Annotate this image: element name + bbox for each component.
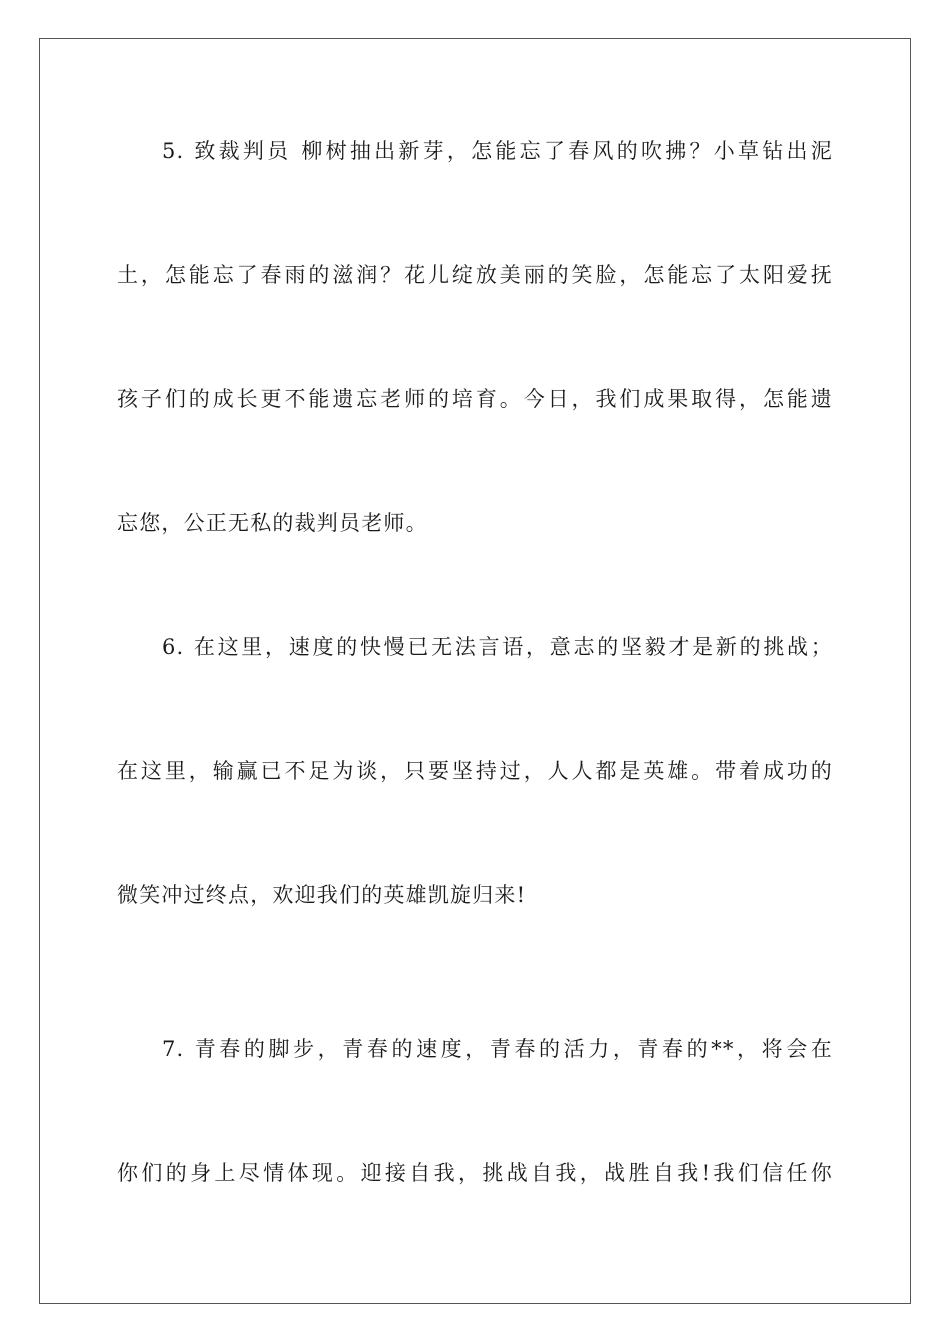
paragraph-7-line-2: 你们的身上尽情体现。迎接自我，挑战自我，战胜自我!我们信任你 [117, 1161, 833, 1185]
paragraph-6-line-2: 在这里，输赢已不足为谈，只要坚持过，人人都是英雄。带着成功的 [117, 759, 833, 783]
paragraph-7-line-1: 7. 青春的脚步，青春的速度，青春的活力，青春的**，将会在 [162, 1037, 833, 1061]
paragraph-5-line-3: 孩子们的成长更不能遗忘老师的培育。今日，我们成果取得，怎能遗 [117, 387, 833, 411]
paragraph-5-line-1: 5. 致裁判员 柳树抽出新芽，怎能忘了春风的吹拂？小草钻出泥 [162, 139, 833, 163]
page-frame [39, 38, 911, 1304]
paragraph-5-line-4: 忘您，公正无私的裁判员老师。 [117, 511, 428, 535]
paragraph-5-line-2: 土，怎能忘了春雨的滋润？花儿绽放美丽的笑脸，怎能忘了太阳爱抚 [117, 263, 833, 287]
paragraph-6-line-1: 6. 在这里，速度的快慢已无法言语，意志的坚毅才是新的挑战； [162, 635, 833, 659]
paragraph-6-line-3: 微笑冲过终点，欢迎我们的英雄凯旋归来! [117, 883, 527, 907]
